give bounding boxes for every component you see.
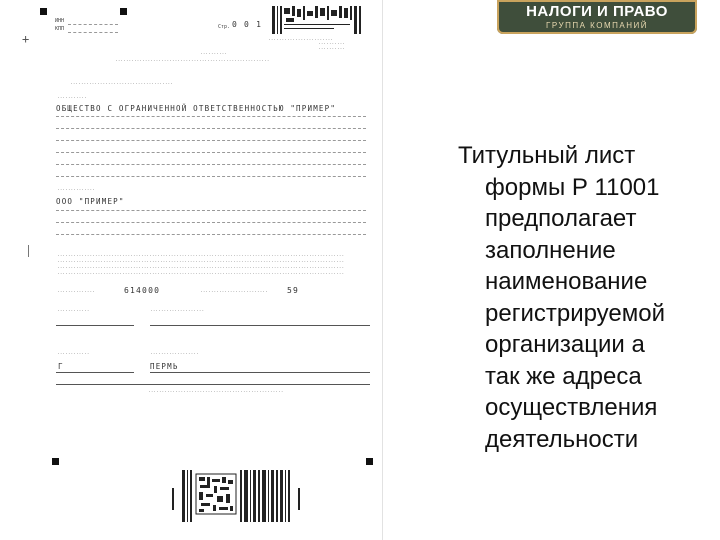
company-logo bbox=[497, 0, 697, 34]
short-name-cells bbox=[56, 222, 366, 223]
address-note: ·········································································································· bbox=[57, 266, 345, 271]
crop-mark: + bbox=[22, 32, 30, 46]
city-type-line bbox=[56, 372, 134, 373]
caption-line: предполагает bbox=[485, 205, 637, 232]
address-note: ·········································································································· bbox=[57, 254, 345, 259]
caption-line: регистрируемой bbox=[485, 299, 666, 327]
postal-code-field: 614000 bbox=[124, 286, 161, 295]
caption-line: наименование bbox=[485, 268, 648, 295]
district-name-line bbox=[150, 325, 370, 326]
section-heading: ······································ bbox=[70, 82, 173, 87]
field-label: ···················· bbox=[150, 309, 205, 314]
form-code: ·········· bbox=[318, 47, 346, 52]
caption-line: организации а bbox=[485, 331, 645, 358]
address-note: ·········································································································· bbox=[57, 272, 345, 277]
page-label: Стр. bbox=[218, 24, 231, 30]
full-name-cells bbox=[56, 164, 366, 165]
full-name-cells bbox=[56, 176, 366, 177]
corner-marker bbox=[52, 458, 59, 465]
short-name-cells bbox=[56, 210, 366, 211]
crop-mark bbox=[28, 245, 29, 257]
logo-title: НАЛОГИ И ПРАВО bbox=[526, 3, 668, 20]
field-label: ············ bbox=[57, 309, 90, 314]
caption-line: формы Р 11001 bbox=[485, 173, 660, 201]
barcode-bottom bbox=[172, 470, 302, 522]
field-label: ············ bbox=[57, 352, 90, 357]
field-label: ·············· bbox=[57, 188, 95, 193]
corner-marker bbox=[120, 8, 127, 15]
caption-line: Титульный лист bbox=[458, 142, 636, 169]
address-note: ·········································································································· bbox=[57, 260, 345, 265]
caption-line: осуществления bbox=[485, 394, 658, 421]
full-name-field: ОБЩЕСТВО С ОГРАНИЧЕННОЙ ОТВЕТСТВЕННОСТЬЮ "ПРИМЕР" bbox=[56, 104, 337, 113]
caption-line: так же адреса bbox=[485, 362, 642, 390]
region-code-field: 59 bbox=[287, 286, 300, 295]
caption-line: деятельности bbox=[485, 425, 639, 453]
full-name-cells bbox=[56, 116, 366, 117]
page-number: 0 0 1 bbox=[232, 20, 263, 29]
full-name-cells bbox=[56, 152, 366, 153]
field-label: ························· bbox=[200, 290, 268, 295]
corner-marker bbox=[40, 8, 47, 15]
separator-line bbox=[56, 384, 370, 385]
header-note: ························ bbox=[268, 38, 334, 43]
form-title: ·········· bbox=[200, 52, 228, 57]
kpp-cells bbox=[68, 32, 118, 33]
full-name-cells bbox=[56, 140, 366, 141]
field-label: ·············· bbox=[57, 290, 95, 295]
barcode-top bbox=[272, 6, 362, 34]
district-line bbox=[56, 325, 134, 326]
caption-text bbox=[458, 140, 718, 455]
continuation-note: ·················································· bbox=[148, 390, 284, 395]
inn-cells bbox=[68, 24, 118, 25]
city-type-field: Г bbox=[58, 362, 64, 371]
kpp-label: КПП bbox=[55, 26, 65, 32]
caption-line: заполнение bbox=[485, 236, 616, 264]
short-name-field: ООО "ПРИМЕР" bbox=[56, 197, 125, 206]
logo-tagline: ГРУППА КОМПАНИЙ bbox=[546, 21, 648, 30]
form-code: ·········· bbox=[318, 42, 346, 47]
short-name-cells bbox=[56, 234, 366, 235]
city-name-field: ПЕРМЬ bbox=[150, 362, 179, 371]
inn-label: ИНН bbox=[55, 18, 65, 24]
field-label: ··········· bbox=[57, 96, 87, 101]
field-label: ·················· bbox=[150, 352, 199, 357]
corner-marker bbox=[366, 458, 373, 465]
form-title: ························································· bbox=[115, 59, 270, 64]
full-name-cells bbox=[56, 128, 366, 129]
city-name-line bbox=[150, 372, 370, 373]
